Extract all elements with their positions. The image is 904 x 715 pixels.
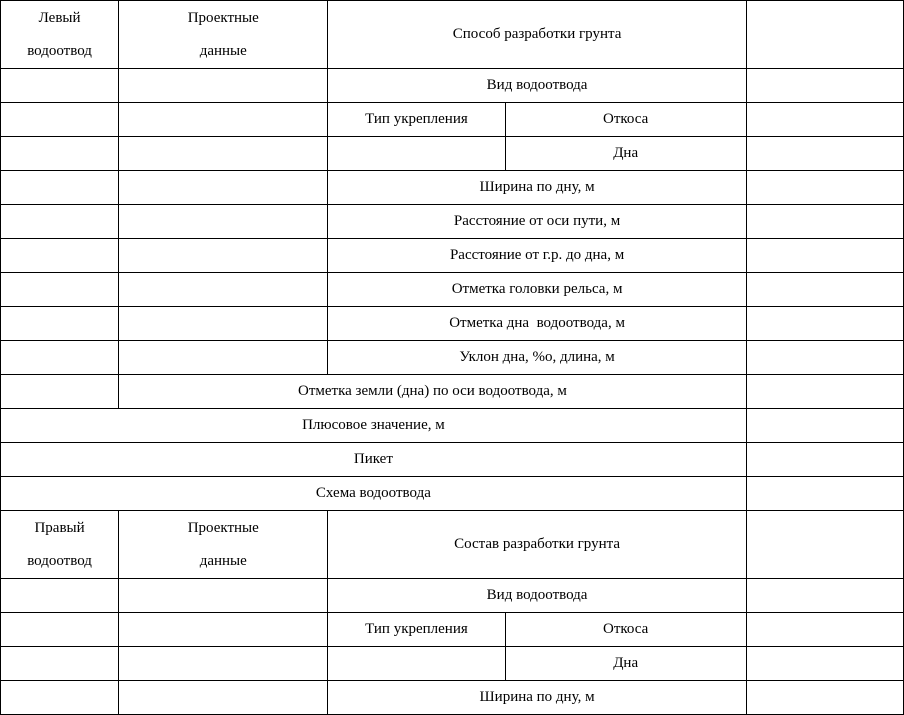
- value-cell[interactable]: [746, 613, 903, 647]
- table-row: [1, 103, 904, 137]
- value-cell[interactable]: [119, 205, 328, 239]
- table-row: [1, 239, 904, 273]
- value-cell[interactable]: [746, 307, 903, 341]
- value-cell[interactable]: [746, 1, 903, 69]
- value-cell[interactable]: [119, 647, 328, 681]
- value-cell[interactable]: [1, 239, 119, 273]
- reinforcement-type-label: Тип укрепления: [328, 103, 505, 137]
- value-cell[interactable]: [746, 69, 903, 103]
- left-header-row: [1, 1, 904, 69]
- bottom-width-label: Ширина по дну, м: [328, 681, 746, 715]
- table-row: [1, 307, 904, 341]
- table-row: [1, 69, 904, 103]
- value-cell[interactable]: [746, 137, 903, 171]
- value-cell[interactable]: [119, 171, 328, 205]
- value-cell[interactable]: [746, 239, 903, 273]
- value-cell[interactable]: [1, 579, 119, 613]
- value-cell[interactable]: [119, 273, 328, 307]
- table-row: [1, 375, 904, 409]
- right-header-row: [1, 511, 904, 579]
- value-cell[interactable]: [119, 137, 328, 171]
- value-cell[interactable]: [119, 103, 328, 137]
- value-cell[interactable]: [1, 69, 119, 103]
- slopes-label: Откоса: [505, 613, 746, 647]
- bottom-label: Дна: [505, 137, 746, 171]
- value-cell[interactable]: [119, 681, 328, 715]
- value-cell[interactable]: [119, 307, 328, 341]
- value-cell[interactable]: [119, 579, 328, 613]
- picket-label: Пикет: [1, 443, 747, 477]
- value-cell[interactable]: [1, 137, 119, 171]
- value-cell[interactable]: [119, 69, 328, 103]
- value-cell[interactable]: [746, 409, 903, 443]
- value-cell[interactable]: [119, 239, 328, 273]
- value-cell[interactable]: [1, 307, 119, 341]
- value-cell[interactable]: [746, 681, 903, 715]
- distance-track-axis-label: Расстояние от оси пути, м: [328, 205, 746, 239]
- value-cell[interactable]: [328, 137, 505, 171]
- left-drain-label: Левый водоотвод: [1, 1, 119, 69]
- bottom-width-label: Ширина по дну, м: [328, 171, 746, 205]
- value-cell[interactable]: [1, 375, 119, 409]
- value-cell[interactable]: [746, 511, 903, 579]
- left-soil-method-label: Способ разработки грунта: [328, 1, 746, 69]
- table-row: [1, 443, 904, 477]
- value-cell[interactable]: [1, 103, 119, 137]
- table-row: [1, 341, 904, 375]
- table-row: [1, 205, 904, 239]
- right-design-data-label: Проектные данные: [119, 511, 328, 579]
- value-cell[interactable]: [746, 103, 903, 137]
- value-cell[interactable]: [746, 375, 903, 409]
- value-cell[interactable]: [1, 613, 119, 647]
- drain-type-label: Вид водоотвода: [328, 579, 746, 613]
- value-cell[interactable]: [746, 205, 903, 239]
- drain-bottom-elevation-label: Отметка дна водоотвода, м: [328, 307, 746, 341]
- table-row: [1, 681, 904, 715]
- table-row: [1, 409, 904, 443]
- value-cell[interactable]: [1, 273, 119, 307]
- left-design-data-label: Проектные данные: [119, 1, 328, 69]
- value-cell[interactable]: [1, 171, 119, 205]
- bottom-slope-label: Уклон дна, %о, длина, м: [328, 341, 746, 375]
- ground-elevation-label: Отметка земли (дна) по оси водоотвода, м: [119, 375, 747, 409]
- table-row: [1, 579, 904, 613]
- value-cell[interactable]: [1, 205, 119, 239]
- slopes-label: Откоса: [505, 103, 746, 137]
- rail-head-elevation-label: Отметка головки рельса, м: [328, 273, 746, 307]
- table-row: [1, 171, 904, 205]
- value-cell[interactable]: [1, 681, 119, 715]
- reinforcement-type-label: Тип укрепления: [328, 613, 505, 647]
- plus-value-label: Плюсовое значение, м: [1, 409, 747, 443]
- value-cell[interactable]: [328, 647, 505, 681]
- value-cell[interactable]: [746, 477, 903, 511]
- table-row: [1, 477, 904, 511]
- value-cell[interactable]: [1, 647, 119, 681]
- drain-scheme-label: Схема водоотвода: [1, 477, 747, 511]
- value-cell[interactable]: [746, 443, 903, 477]
- drain-type-label: Вид водоотвода: [328, 69, 746, 103]
- right-soil-method-label: Состав разработки грунта: [328, 511, 746, 579]
- table-row: [1, 137, 904, 171]
- value-cell[interactable]: [119, 613, 328, 647]
- value-cell[interactable]: [119, 341, 328, 375]
- table-row: [1, 647, 904, 681]
- value-cell[interactable]: [746, 341, 903, 375]
- table-row: [1, 273, 904, 307]
- bottom-label: Дна: [505, 647, 746, 681]
- value-cell[interactable]: [746, 171, 903, 205]
- value-cell[interactable]: [1, 341, 119, 375]
- value-cell[interactable]: [746, 579, 903, 613]
- right-drain-label: Правый водоотвод: [1, 511, 119, 579]
- distance-rail-head-label: Расстояние от г.р. до дна, м: [328, 239, 746, 273]
- table-row: [1, 613, 904, 647]
- value-cell[interactable]: [746, 273, 903, 307]
- value-cell[interactable]: [746, 647, 903, 681]
